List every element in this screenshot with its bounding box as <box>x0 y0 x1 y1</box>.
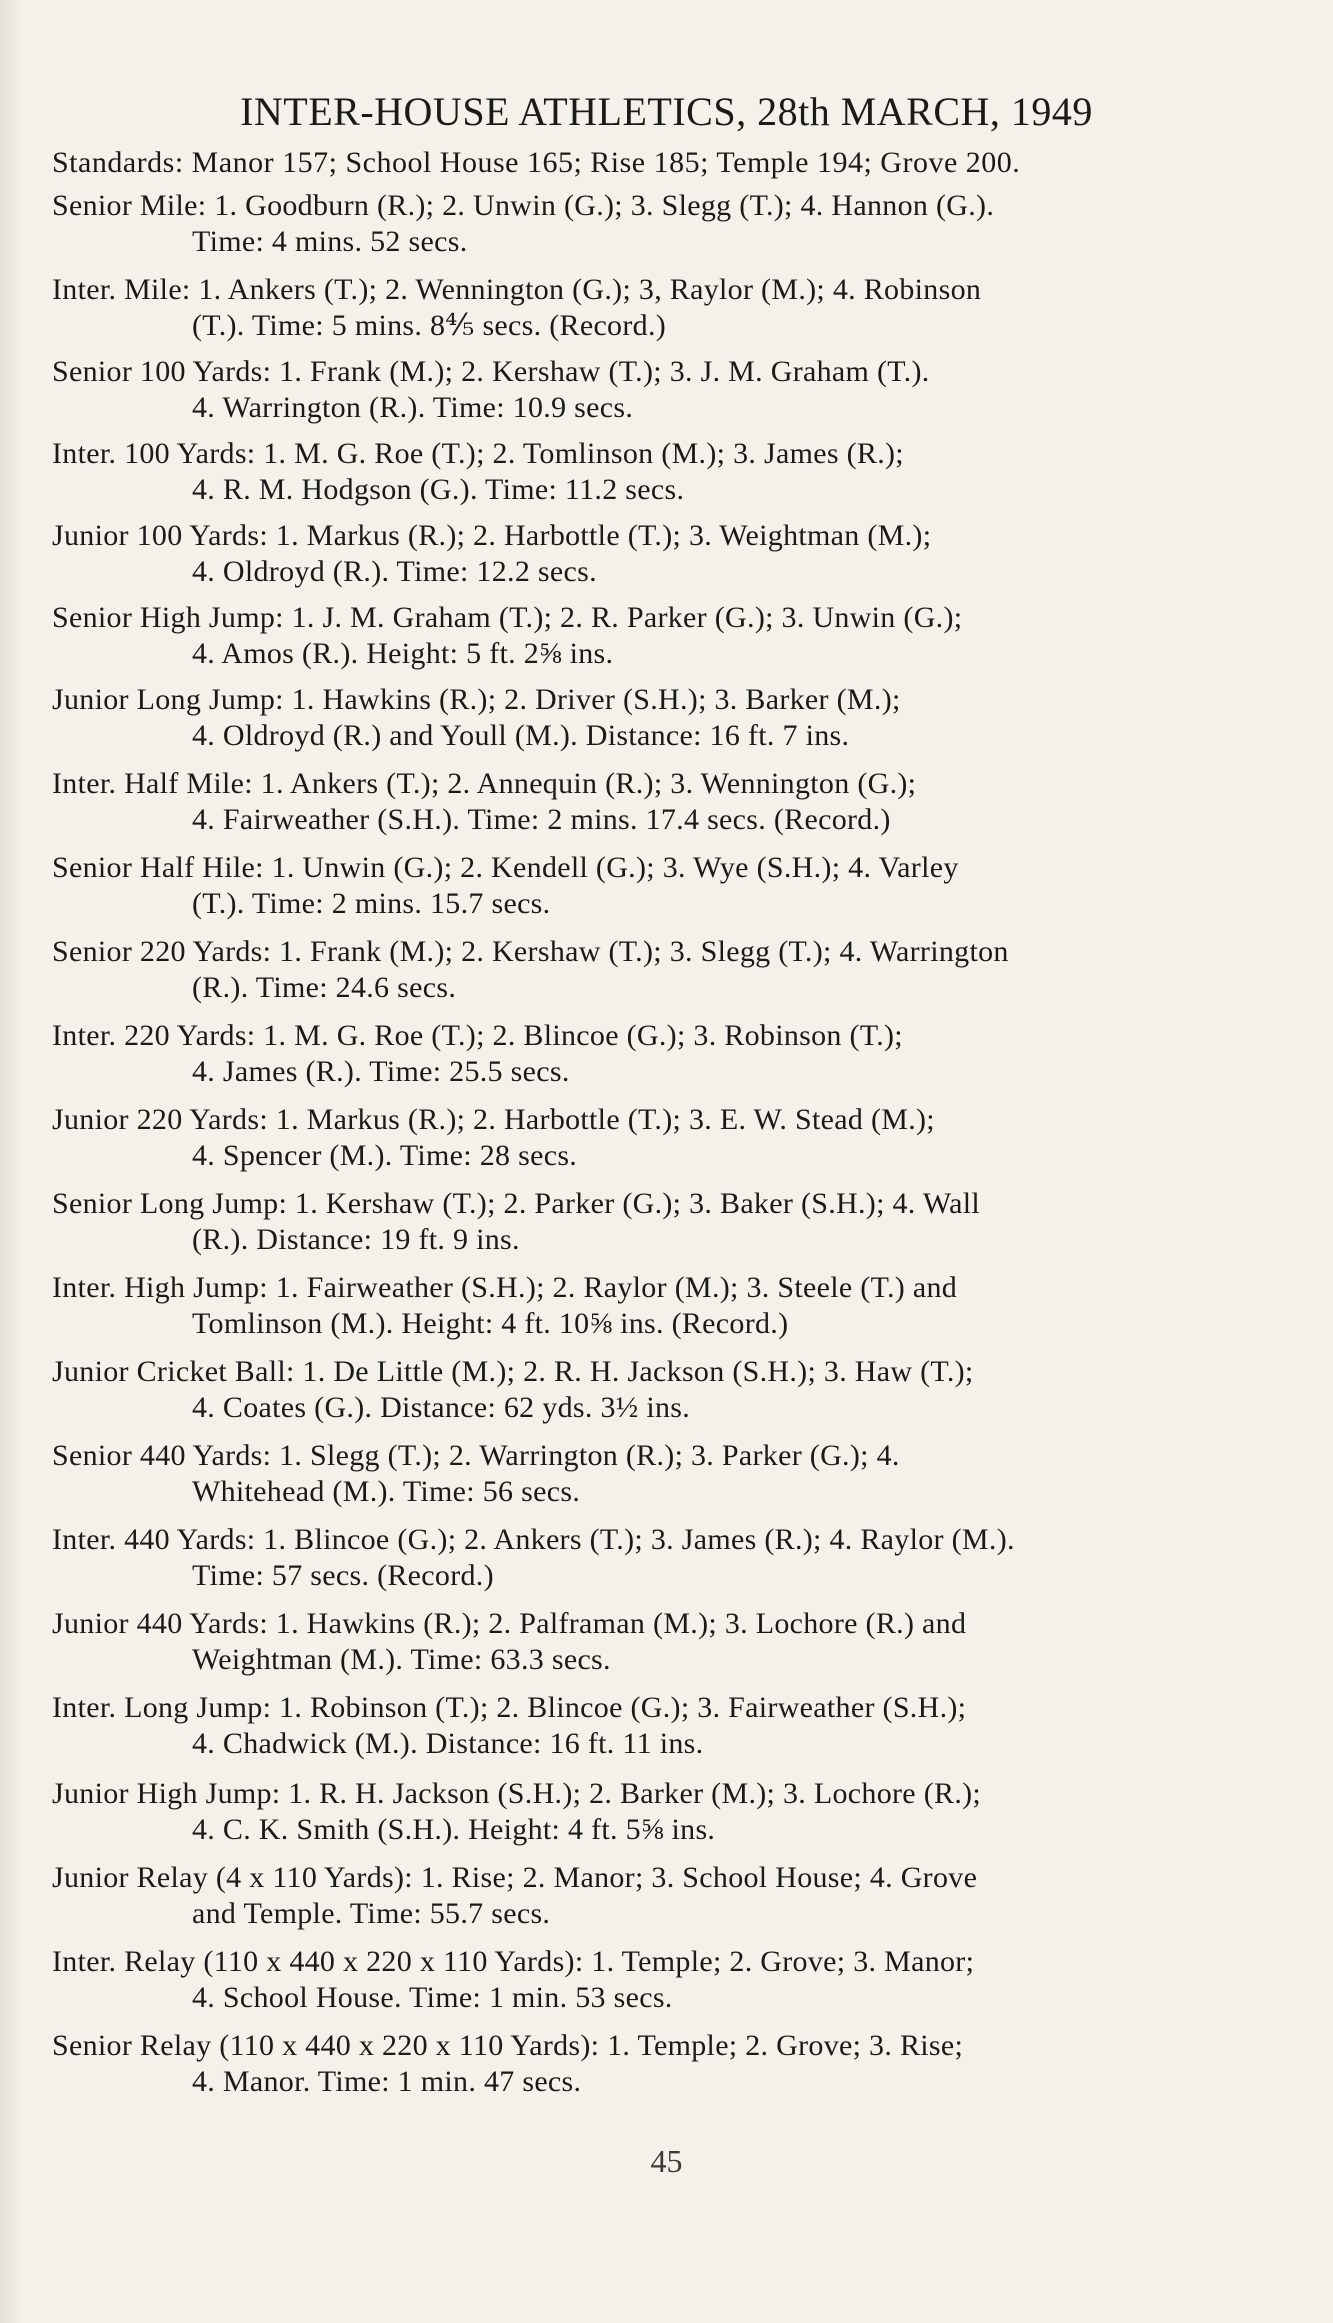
event-entry <box>52 1438 1302 1510</box>
event-entry <box>52 272 1302 344</box>
standards-line: Standards: Manor 157; School House 165; Rise 185; Temple 194; Grove 200. <box>52 146 1021 179</box>
event-line-1: Junior 100 Yards: 1. Markus (R.); 2. Harbottle (T.); 3. Weightman (M.); <box>52 519 932 552</box>
event-line-1: Senior Half Hile: 1. Unwin (G.); 2. Kendell (G.); 3. Wye (S.H.); 4. Varley <box>52 851 959 884</box>
event-entry <box>52 766 1302 838</box>
event-line-2: 4. Chadwick (M.). Distance: 16 ft. 11 ins. <box>192 1727 704 1760</box>
event-line-2: 4. C. K. Smith (S.H.). Height: 4 ft. 5⅝ ins. <box>192 1813 716 1846</box>
event-line-2: 4. Amos (R.). Height: 5 ft. 2⅝ ins. <box>192 637 614 670</box>
event-line-1: Inter. High Jump: 1. Fairweather (S.H.); 2. Raylor (M.); 3. Steele (T.) and <box>52 1271 958 1304</box>
event-entry <box>52 1354 1302 1426</box>
event-line-1: Senior 100 Yards: 1. Frank (M.); 2. Kershaw (T.); 3. J. M. Graham (T.). <box>52 355 930 388</box>
event-entry <box>52 682 1302 754</box>
event-line-2: 4. School House. Time: 1 min. 53 secs. <box>192 1981 673 2014</box>
event-line-1: Inter. Relay (110 x 440 x 220 x 110 Yards): 1. Temple; 2. Grove; 3. Manor; <box>52 1945 975 1978</box>
event-line-2: (T.). Time: 2 mins. 15.7 secs. <box>192 887 551 920</box>
event-entry <box>52 1018 1302 1090</box>
event-entry <box>52 1522 1302 1594</box>
page-edge <box>0 0 22 2323</box>
event-entry <box>52 1690 1302 1762</box>
event-line-2: 4. Fairweather (S.H.). Time: 2 mins. 17.4 secs. (Record.) <box>192 803 891 836</box>
page-number: 45 <box>650 2143 683 2179</box>
event-line-2: (R.). Time: 24.6 secs. <box>192 971 457 1004</box>
event-entry <box>52 2028 1302 2100</box>
event-line-2: Time: 4 mins. 52 secs. <box>192 225 468 258</box>
event-line-1: Senior Long Jump: 1. Kershaw (T.); 2. Parker (G.); 3. Baker (S.H.); 4. Wall <box>52 1187 980 1220</box>
event-line-2: Weightman (M.). Time: 63.3 secs. <box>192 1643 611 1676</box>
event-line-1: Junior Cricket Ball: 1. De Little (M.); 2. R. H. Jackson (S.H.); 3. Haw (T.); <box>52 1355 974 1388</box>
event-line-2: 4. James (R.). Time: 25.5 secs. <box>192 1055 570 1088</box>
event-line-2: 4. Coates (G.). Distance: 62 yds. 3½ ins. <box>192 1391 691 1424</box>
event-line-2: Tomlinson (M.). Height: 4 ft. 10⅝ ins. (Record.) <box>192 1307 789 1340</box>
event-entry <box>52 436 1302 508</box>
event-line-2: Whitehead (M.). Time: 56 secs. <box>192 1475 581 1508</box>
event-line-2: 4. Oldroyd (R.). Time: 12.2 secs. <box>192 555 597 588</box>
event-entry <box>52 354 1302 426</box>
event-line-1: Inter. 440 Yards: 1. Blincoe (G.); 2. Ankers (T.); 3. James (R.); 4. Raylor (M.). <box>52 1523 1015 1556</box>
event-line-2: 4. R. M. Hodgson (G.). Time: 11.2 secs. <box>192 473 685 506</box>
event-line-2: 4. Warrington (R.). Time: 10.9 secs. <box>192 391 634 424</box>
event-line-1: Junior High Jump: 1. R. H. Jackson (S.H.); 2. Barker (M.); 3. Lochore (R.); <box>52 1777 982 1810</box>
event-line-1: Junior Relay (4 x 110 Yards): 1. Rise; 2. Manor; 3. School House; 4. Grove <box>52 1861 978 1894</box>
event-entry <box>52 188 1302 260</box>
event-entry <box>52 1102 1302 1174</box>
event-entry <box>52 1860 1302 1932</box>
event-line-1: Junior 440 Yards: 1. Hawkins (R.); 2. Palframan (M.); 3. Lochore (R.) and <box>52 1607 967 1640</box>
event-line-1: Senior 440 Yards: 1. Slegg (T.); 2. Warrington (R.); 3. Parker (G.); 4. <box>52 1439 900 1472</box>
event-line-1: Junior Long Jump: 1. Hawkins (R.); 2. Driver (S.H.); 3. Barker (M.); <box>52 683 901 716</box>
event-line-1: Junior 220 Yards: 1. Markus (R.); 2. Harbottle (T.); 3. E. W. Stead (M.); <box>52 1103 935 1136</box>
event-line-2: and Temple. Time: 55.7 secs. <box>192 1897 551 1930</box>
event-line-2: (R.). Distance: 19 ft. 9 ins. <box>192 1223 520 1256</box>
event-entry <box>52 518 1302 590</box>
event-entry <box>52 1186 1302 1258</box>
event-entry <box>52 1776 1302 1848</box>
event-line-2: 4. Manor. Time: 1 min. 47 secs. <box>192 2065 582 2098</box>
event-line-1: Inter. Mile: 1. Ankers (T.); 2. Wennington (G.); 3, Raylor (M.); 4. Robinson <box>52 273 982 306</box>
event-line-1: Inter. Half Mile: 1. Ankers (T.); 2. Annequin (R.); 3. Wennington (G.); <box>52 767 917 800</box>
event-entry <box>52 934 1302 1006</box>
event-line-2: 4. Oldroyd (R.) and Youll (M.). Distance: 16 ft. 7 ins. <box>192 719 850 752</box>
event-line-1: Inter. 220 Yards: 1. M. G. Roe (T.); 2. Blincoe (G.); 3. Robinson (T.); <box>52 1019 903 1052</box>
event-line-1: Senior High Jump: 1. J. M. Graham (T.); 2. R. Parker (G.); 3. Unwin (G.); <box>52 601 963 634</box>
event-line-1: Inter. 100 Yards: 1. M. G. Roe (T.); 2. Tomlinson (M.); 3. James (R.); <box>52 437 904 470</box>
event-line-1: Senior 220 Yards: 1. Frank (M.); 2. Kershaw (T.); 3. Slegg (T.); 4. Warrington <box>52 935 1009 968</box>
event-line-2: (T.). Time: 5 mins. 8⅘ secs. (Record.) <box>192 309 667 342</box>
event-line-1: Senior Relay (110 x 440 x 220 x 110 Yards): 1. Temple; 2. Grove; 3. Rise; <box>52 2029 964 2062</box>
event-entry <box>52 600 1302 672</box>
event-line-2: Time: 57 secs. (Record.) <box>192 1559 494 1592</box>
event-entry <box>52 1606 1302 1678</box>
event-entry <box>52 850 1302 922</box>
event-entry <box>52 1944 1302 2016</box>
event-line-2: 4. Spencer (M.). Time: 28 secs. <box>192 1139 578 1172</box>
page-title: INTER-HOUSE ATHLETICS, 28th MARCH, 1949 <box>240 89 1093 134</box>
event-line-1: Senior Mile: 1. Goodburn (R.); 2. Unwin (G.); 3. Slegg (T.); 4. Hannon (G.). <box>52 189 995 222</box>
event-line-1: Inter. Long Jump: 1. Robinson (T.); 2. Blincoe (G.); 3. Fairweather (S.H.); <box>52 1691 967 1724</box>
event-entry <box>52 1270 1302 1342</box>
